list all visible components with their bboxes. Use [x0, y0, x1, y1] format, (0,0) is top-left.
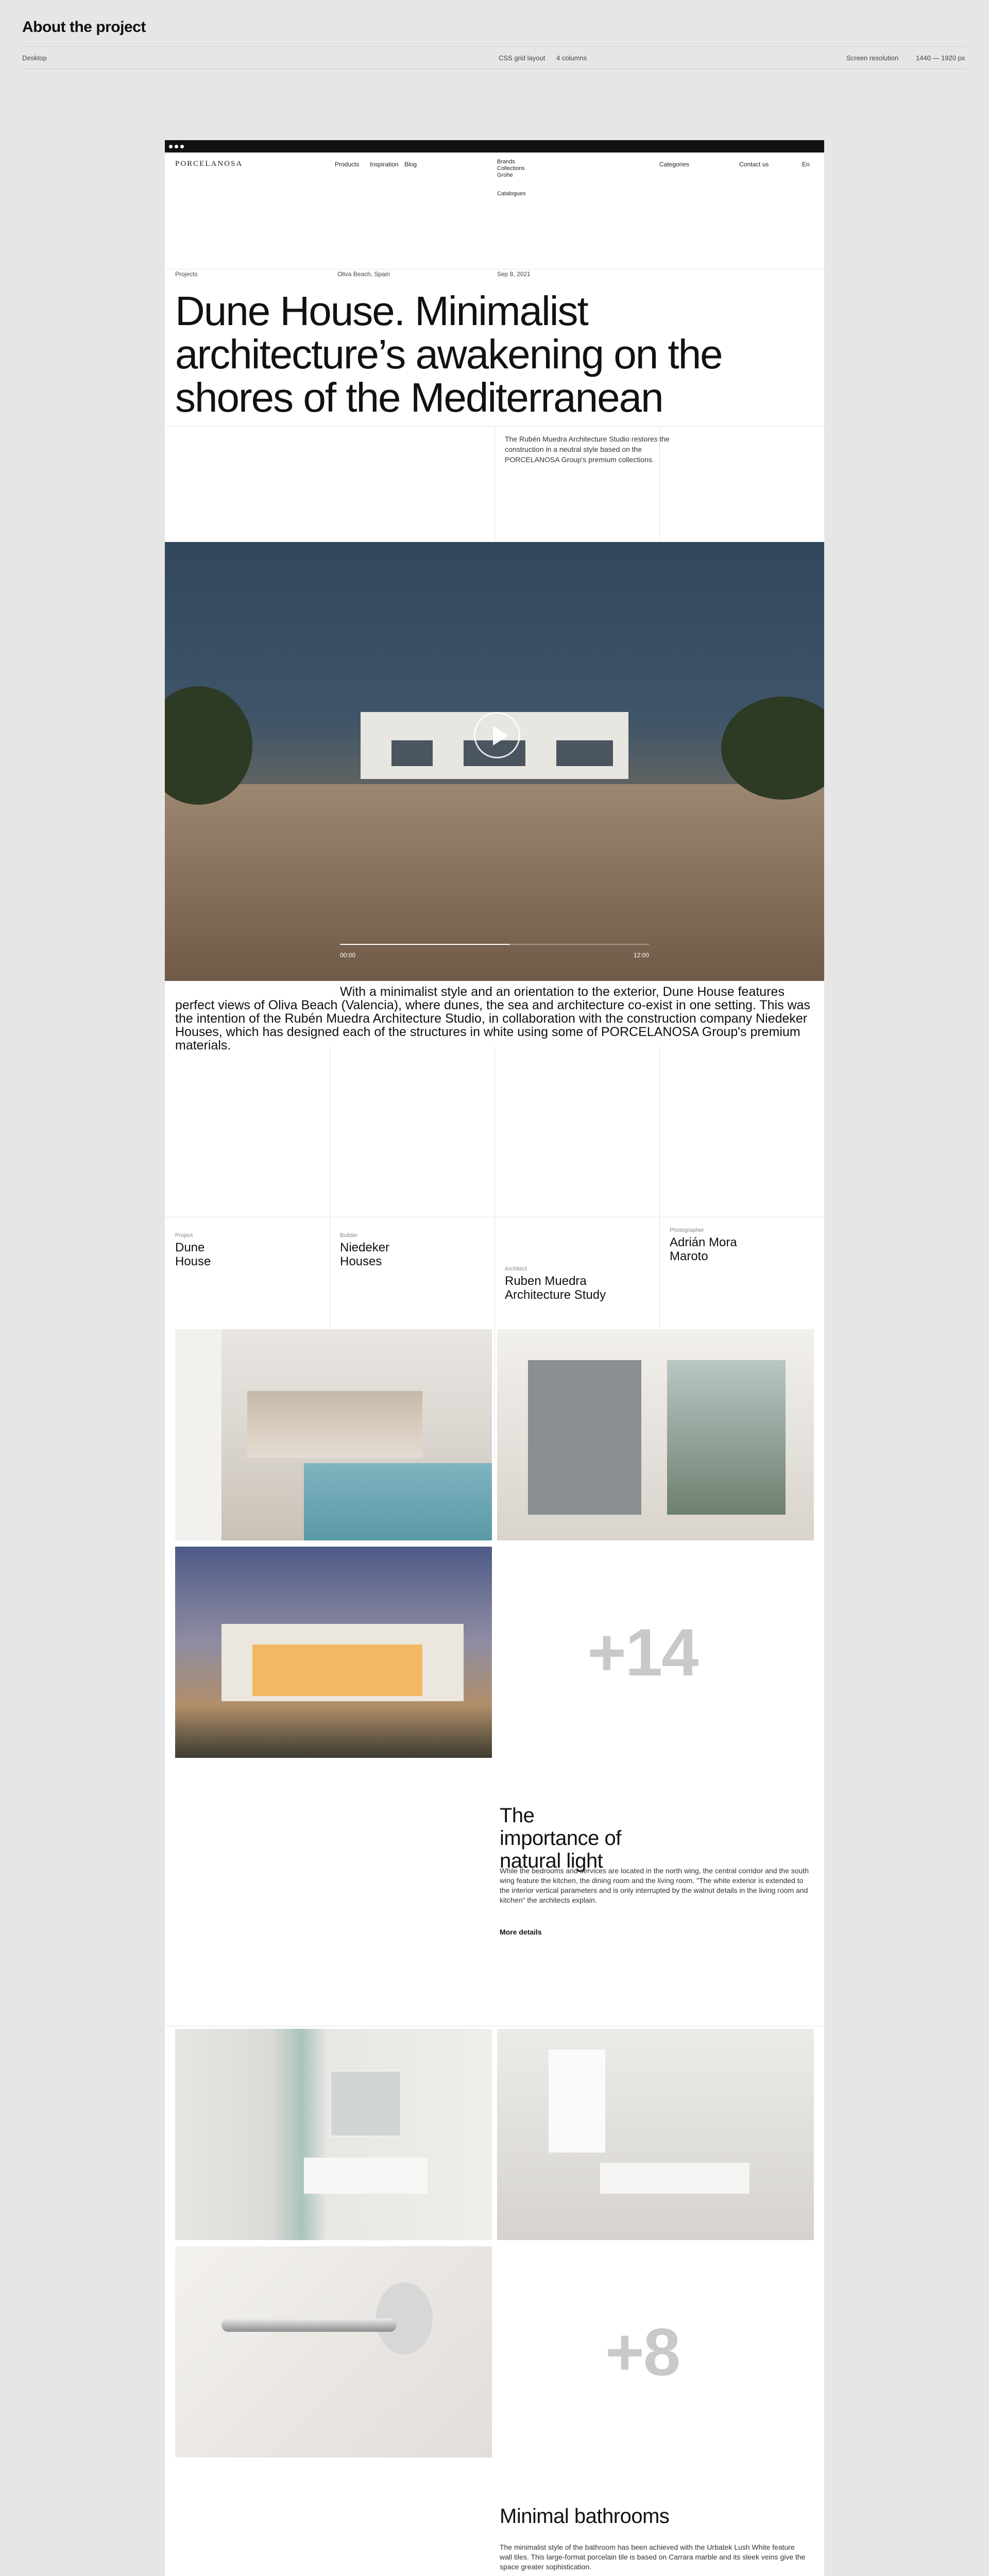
gallery-photo-bathroom[interactable]: [497, 2029, 814, 2240]
play-icon[interactable]: [474, 712, 520, 758]
meta-category[interactable]: Projects: [175, 270, 198, 278]
language-switch[interactable]: En: [802, 161, 810, 168]
section-text-bathrooms: The minimalist style of the bathroom has been achieved with the Urbatek Lush White feature wall tiles. This large-format porcelain tile is based on Carrara marble and its sleek veins give the space greater sophistication.: [500, 2543, 806, 2571]
nav-item-contact[interactable]: Contact us: [739, 161, 769, 168]
nav-item-catalogues[interactable]: Catalogues: [497, 191, 526, 197]
credit-project: Project Dune House: [175, 1232, 211, 1268]
more-photos-count[interactable]: +14: [587, 1615, 698, 1690]
meta-date: Sep 8, 2021: [497, 270, 531, 278]
hero-video[interactable]: [165, 542, 824, 981]
credit-architect: Architect Ruben Muedra Architecture Study: [505, 1266, 606, 1302]
credit-builder: Builder Niedeker Houses: [340, 1232, 390, 1268]
more-photos-count[interactable]: +8: [605, 2314, 680, 2389]
nav-item-products[interactable]: Products: [335, 161, 360, 168]
dunes-image: [165, 784, 824, 981]
nav-item-categories[interactable]: Categories: [659, 161, 690, 168]
video-time-current: 00:00: [340, 952, 356, 959]
grid-label: CSS grid layout: [499, 54, 545, 62]
nav-item-collections[interactable]: Collections: [497, 165, 525, 172]
credit-photographer: Photographer Adrián Mora Maroto: [670, 1227, 737, 1263]
browser-chrome: [165, 140, 824, 152]
resolution-label: Screen resolution: [846, 54, 899, 62]
gallery-photo-pool[interactable]: [175, 1329, 492, 1540]
section-text-light: While the bedrooms and services are located in the north wing, the central corridor and the south wing feature the kitchen, the dining room and the living room. "The white exterior is extended to the interior vertical parameters and is only interrupted by the walnut details in the living room and kitchen" the architects explain.: [500, 1867, 809, 1904]
page-mockup: [165, 140, 824, 2576]
section-heading-bathrooms: Minimal bathrooms: [500, 2505, 670, 2528]
device-label: Desktop: [22, 54, 47, 62]
resolution-value: 1440 — 1920 px: [916, 54, 965, 62]
nav-item-brands[interactable]: Brands: [497, 159, 515, 165]
nav-item-grohe[interactable]: Grohe: [497, 172, 513, 178]
video-time-total: 12:00: [634, 952, 650, 959]
video-progress-bar[interactable]: [340, 944, 649, 945]
page-title: Dune House. Minimalist architecture’s awakening on the shores of the Mediterranean: [175, 288, 722, 420]
presentation-title: About the project: [22, 19, 146, 36]
gallery-photo-interior[interactable]: [497, 1329, 814, 1540]
nav-item-inspiration[interactable]: Inspiration: [370, 161, 399, 168]
lead-paragraph: With a minimalist style and an orientation to the exterior, Dune House features perfect views of Oliva Beach (Valencia), where dunes, the sea and architecture co-exist in one setting. This was the intention of the Rubén Muedra Architecture Studio, in collaboration with the construction company Niedeker Houses, which has designed each of the structures in white using some of PORCELANOSA Group's premium materials.: [175, 985, 811, 1053]
columns-label: 4 columns: [556, 54, 587, 62]
gallery-photo-vanity[interactable]: [175, 2029, 492, 2240]
meta-location: Oliva Beach, Spain: [337, 270, 390, 278]
section-heading-light: The importance of natural light: [500, 1804, 621, 1872]
logo[interactable]: PORCELANOSA: [175, 160, 243, 168]
window-dot-icon: [175, 145, 178, 148]
window-dot-icon: [180, 145, 184, 148]
window-dot-icon: [169, 145, 173, 148]
gallery-photo-exterior[interactable]: [175, 1547, 492, 1758]
top-navigation: [165, 152, 824, 209]
intro-text: The Rubén Muedra Architecture Studio restores the construction in a neutral style based on the PORCELANOSA Group's premium collections.: [505, 435, 670, 464]
more-details-link[interactable]: More details: [500, 1928, 542, 1936]
presentation-info-bar: [22, 46, 967, 69]
nav-item-blog[interactable]: Blog: [404, 161, 417, 168]
gallery-photo-faucet[interactable]: [175, 2246, 492, 2458]
